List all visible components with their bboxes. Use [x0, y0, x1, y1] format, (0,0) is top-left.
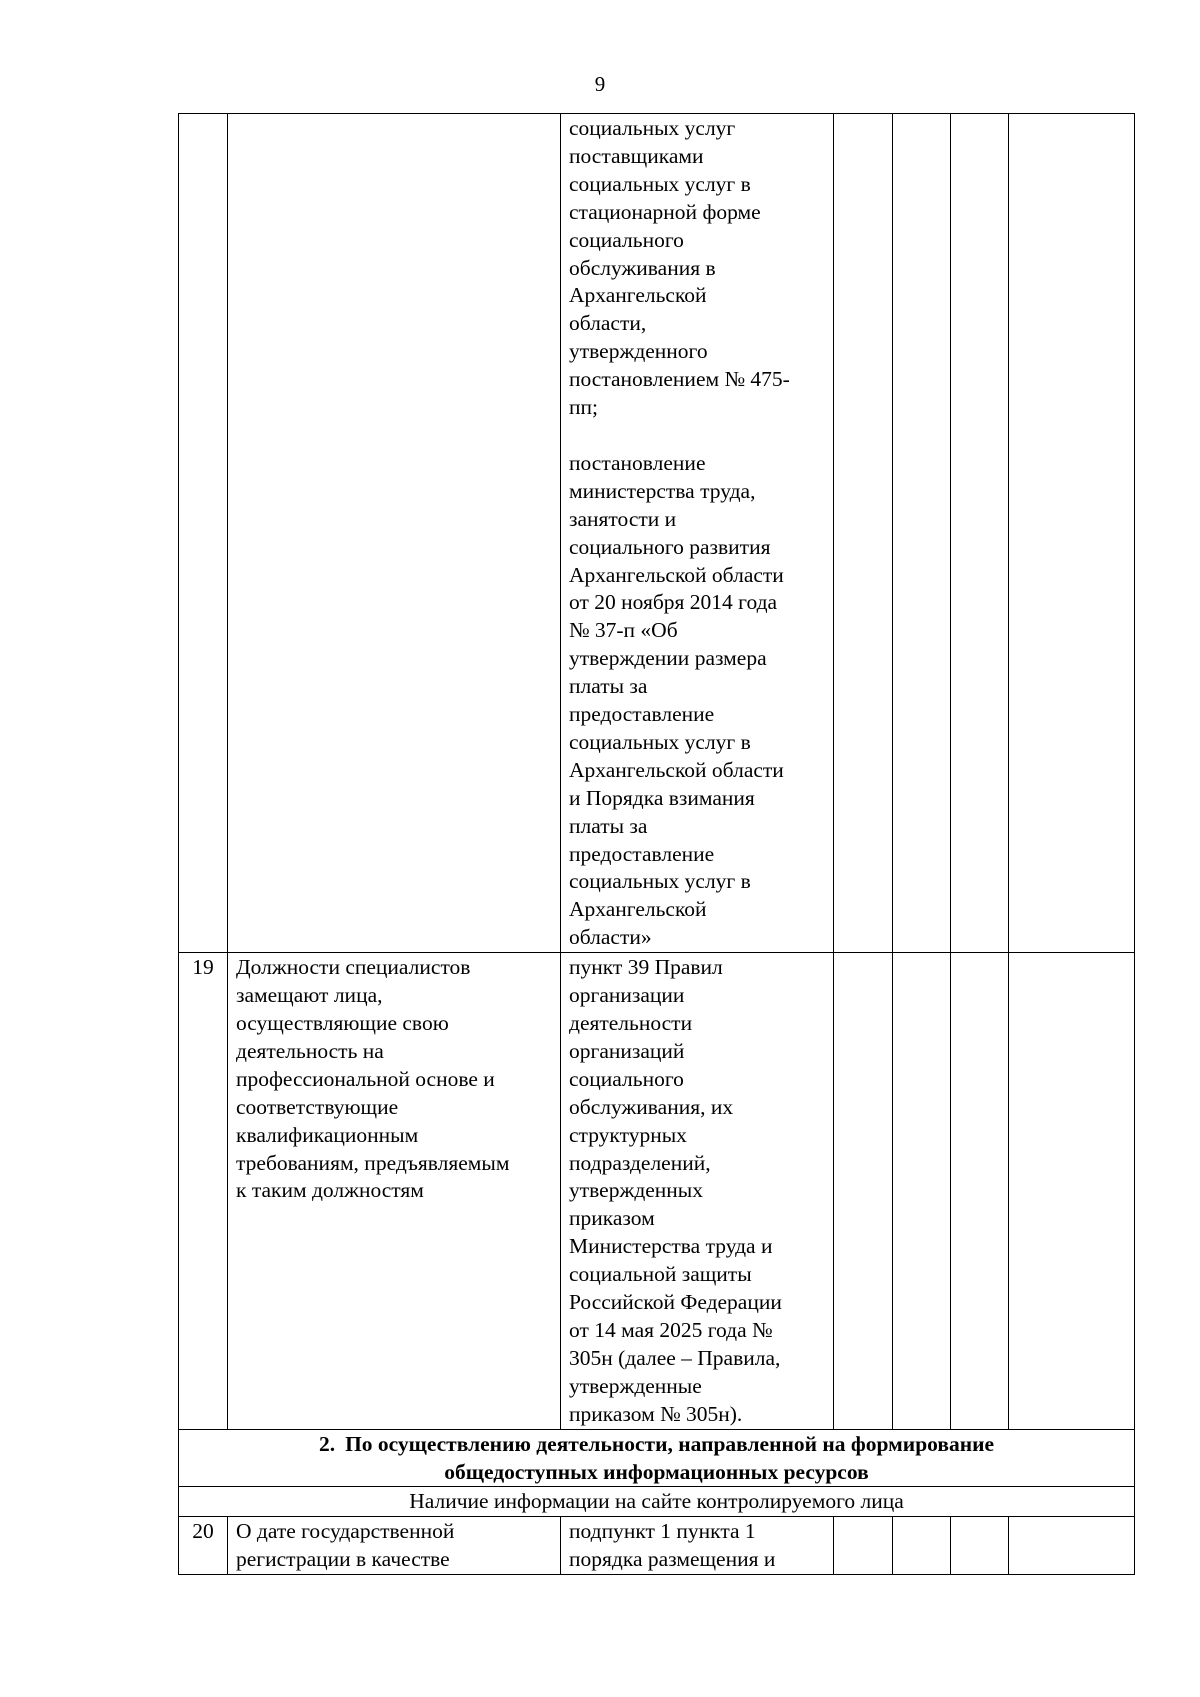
subsection-heading: Наличие информации на сайте контролируемого лица — [179, 1487, 1135, 1517]
legal-basis-cell: подпункт 1 пункта 1 порядка размещения и — [561, 1517, 834, 1575]
legal-basis-cell: социальных услуг поставщиками социальных услуг в стационарной форме социального обслуживания в Архангельской области, утвержденного постановлением № 475- пп; постановление министерства труда, занятости и социального развития Архангельской области от 20 ноября 2014 года № 37-п «Об утверждении размера платы за предоставление социальных услуг в Архангельской области и Порядка взимания платы за предоставление социальных услуг в Архангельской области» — [561, 114, 834, 953]
subsection-heading-row — [179, 1487, 1135, 1517]
section-heading — [179, 1429, 1135, 1487]
empty-cell — [951, 114, 1009, 953]
table-row — [179, 1517, 1135, 1575]
empty-cell — [834, 1517, 893, 1575]
section-title: По осуществлению деятельности, направленной на формирование общедоступных информационных ресурсов — [345, 1431, 995, 1484]
empty-cell — [834, 114, 893, 953]
empty-cell — [1009, 953, 1135, 1429]
empty-cell — [893, 114, 951, 953]
requirement-cell: О дате государственной регистрации в качестве — [228, 1517, 561, 1575]
page-number: 9 — [594, 72, 606, 96]
empty-cell — [834, 953, 893, 1429]
legal-basis-cell: пункт 39 Правил организации деятельности организаций социального обслуживания, их структурных подразделений, утвержденных приказом Министерства труда и социальной защиты Российской Федерации от 14 мая 2025 года № 305н (далее – Правила, утвержденные приказом № 305н). — [561, 953, 834, 1429]
section-number: 2. — [318, 1431, 336, 1456]
row-number — [179, 114, 228, 953]
empty-cell — [1009, 114, 1135, 953]
requirement-cell: Должности специалистов замещают лица, осуществляющие свою деятельность на профессиональной основе и соответствующие квалификационным требованиям, предъявляемым к таким должностям — [228, 953, 561, 1429]
requirement-cell — [228, 114, 561, 953]
empty-cell — [893, 1517, 951, 1575]
empty-cell — [893, 953, 951, 1429]
empty-cell — [951, 1517, 1009, 1575]
table-row — [179, 953, 1135, 1429]
row-number: 20 — [179, 1517, 228, 1575]
table-row — [179, 114, 1135, 953]
empty-cell — [951, 953, 1009, 1429]
empty-cell — [1009, 1517, 1135, 1575]
row-number: 19 — [179, 953, 228, 1429]
checklist-table — [178, 113, 1135, 1575]
section-heading-row — [179, 1429, 1135, 1487]
